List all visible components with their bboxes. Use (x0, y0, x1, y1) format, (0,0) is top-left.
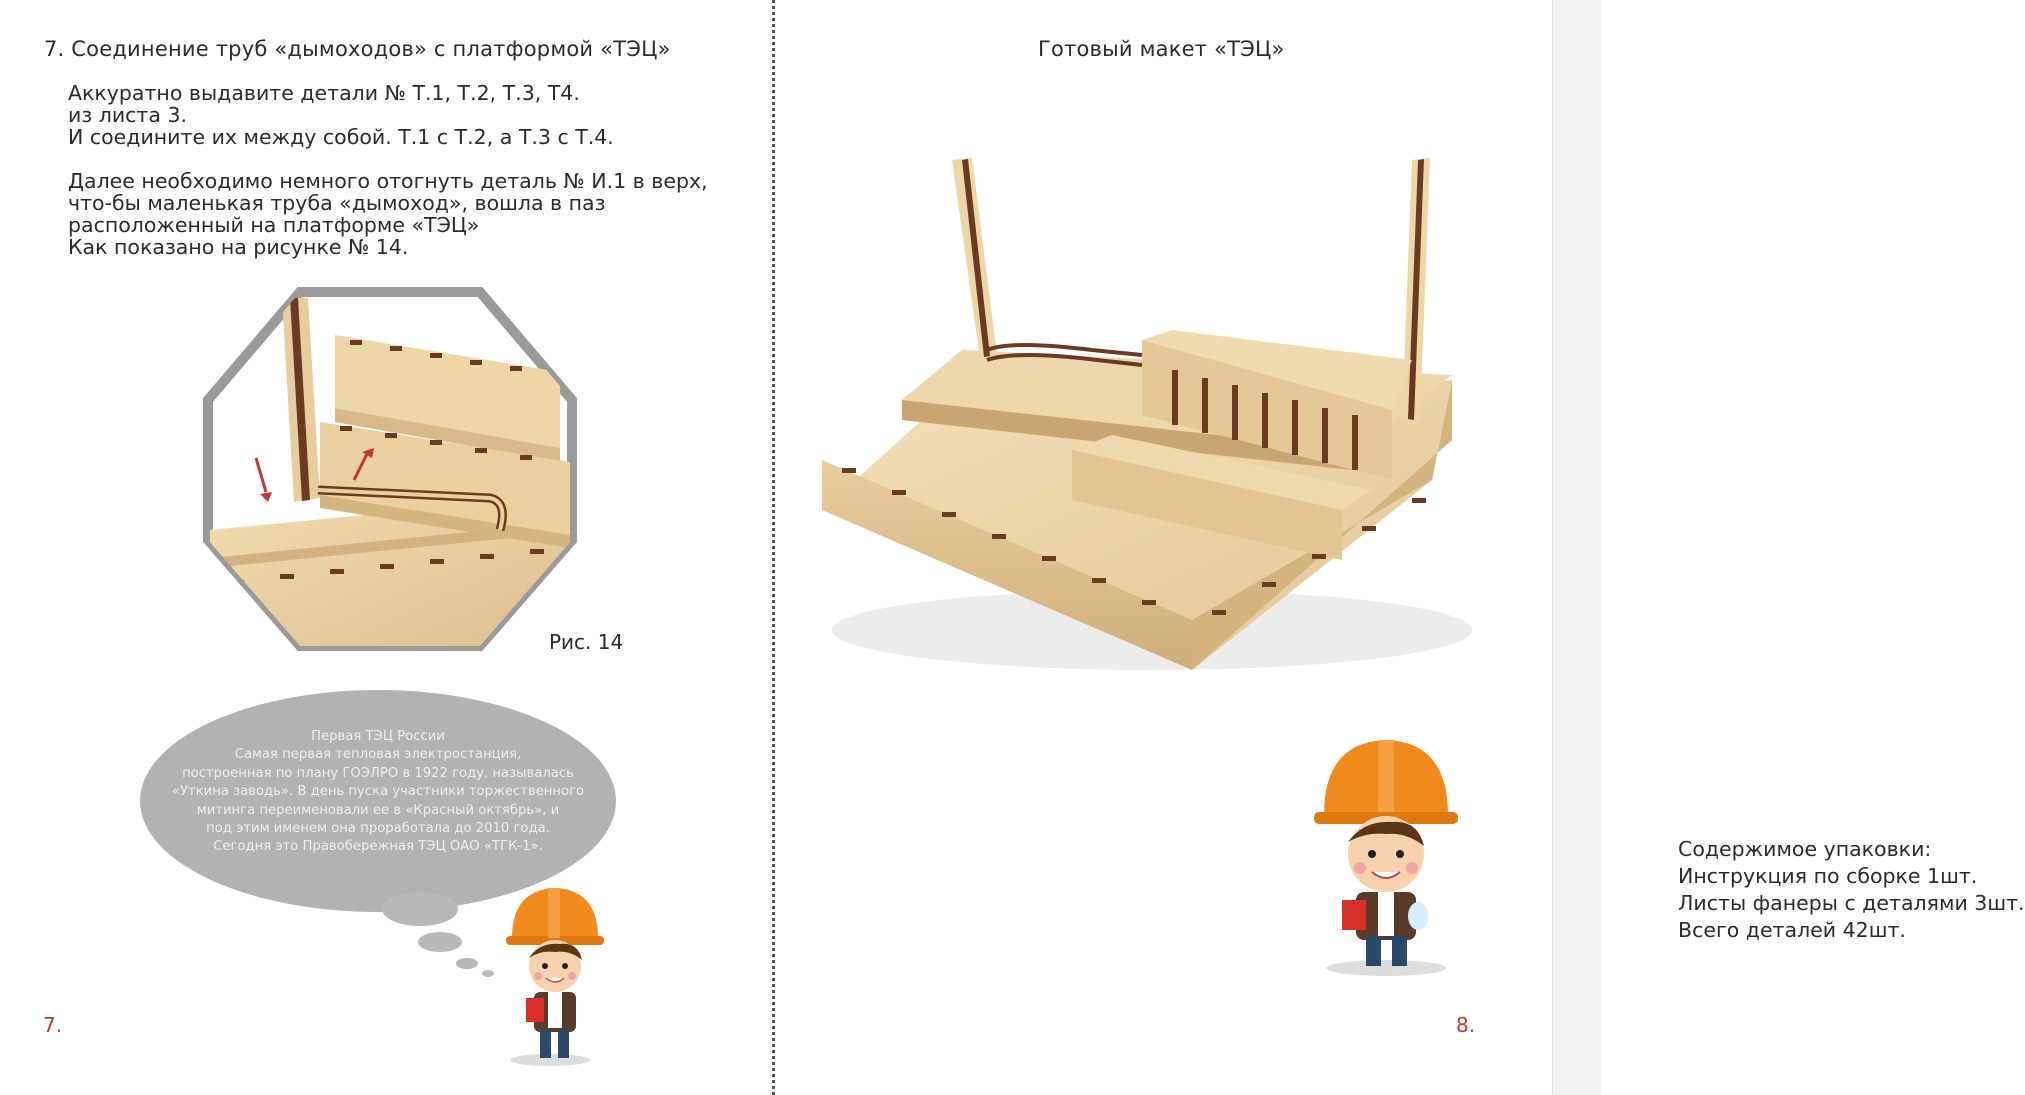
package-line: Содержимое упаковки: (1678, 837, 1932, 861)
bubble-line: митинга переименовали ее в «Красный октябрь», и (196, 802, 560, 818)
instruction-line: И соедините их между собой. Т.1 с Т.2, а Т.3 с Т.4. (68, 125, 614, 149)
model-heading: Готовый макет «ТЭЦ» (1038, 37, 1285, 61)
bubble-line: Самая первая тепловая электростанция, (234, 747, 522, 763)
package-line: Всего деталей 42шт. (1678, 918, 1906, 942)
instruction-line: расположенный на платформе «ТЭЦ» (68, 213, 480, 237)
figure-14-illustration (190, 280, 590, 660)
thought-dot (482, 970, 494, 977)
page-divider (772, 0, 775, 1095)
info-bubble-text (140, 728, 616, 857)
instruction-line: что-бы маленькая труба «дымоход», вошла в паз (68, 191, 606, 215)
package-contents (1678, 836, 2025, 944)
left-page (0, 0, 772, 1095)
page-edge (1552, 0, 1601, 1095)
engineer-character-icon (1306, 730, 1466, 980)
engineer-character-icon (500, 880, 610, 1070)
bubble-line: «Уткина заводь». В день пуска участники торжественного (171, 784, 585, 800)
thought-dot (418, 932, 462, 952)
page-number: 7. (43, 1013, 63, 1037)
finished-model-illustration (812, 150, 1472, 690)
right-page (776, 0, 2025, 1095)
bubble-line: под этим именем она проработала до 2010 года. (206, 821, 550, 837)
instruction-line: Аккуратно выдавите детали № Т.1, Т.2, Т.3, Т4. (68, 81, 580, 105)
instruction-line: из листа 3. (68, 103, 188, 127)
package-line: Инструкция по сборке 1шт. (1678, 864, 1978, 888)
bubble-title: Первая ТЭЦ России (311, 729, 445, 744)
instruction-paragraph-1 (68, 82, 614, 148)
instruction-line: Далее необходимо немного отогнуть деталь № И.1 в верх, (68, 169, 708, 193)
bubble-line: построенная по плану ГОЭЛРО в 1922 году, называлась (182, 765, 574, 781)
package-line: Листы фанеры с деталями 3шт. (1678, 891, 2025, 915)
thought-dot (456, 958, 478, 969)
bubble-line: Сегодня это Правобережная ТЭЦ ОАО «ТГК-1». (213, 839, 543, 855)
page-number: 8. (1456, 1013, 1476, 1037)
instruction-line: Как показано на рисунке № 14. (68, 235, 409, 259)
instruction-paragraph-2 (68, 170, 708, 258)
step-heading: 7. Соединение труб «дымоходов» с платформой «ТЭЦ» (44, 37, 671, 61)
thought-dot (382, 892, 458, 926)
figure-caption: Рис. 14 (549, 630, 624, 654)
